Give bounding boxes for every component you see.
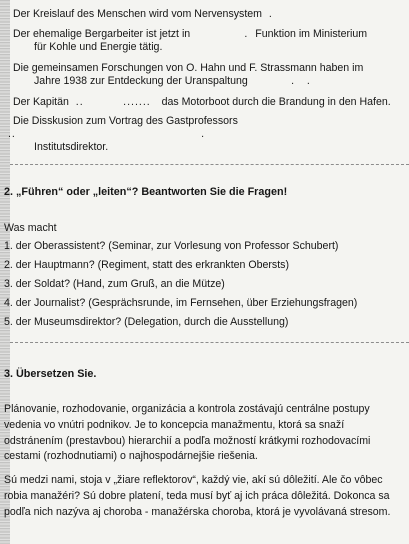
item-text: Die Disskusion zum Vortrag des Gastprofessors [12, 115, 238, 127]
blank: .. ....... [71, 96, 159, 108]
question-item: 3. der Soldat? (Hand, zum Gruß, an die Mütze) [4, 278, 225, 290]
translation-paragraph: Sú medzi nami, stoja v „žiare reflektorov“, každý vie, akí sú dôležití. Ale čo vôbec robia manažéri? Sú dobre platení, teda musí byť aj ich práca dôležitá. Dokonca sa podľa nich nazýva aj choroba - manažérska choroba, ktorá je vyvolávaná stresom. [4, 474, 391, 518]
blank: . [193, 28, 253, 40]
blank: .. . [4, 128, 206, 140]
item-text-after: das Motorboot durch die Brandung in den Hafen. [161, 96, 391, 108]
item-continuation: Institutsdirektor. [34, 141, 109, 153]
exercise-item-11 [4, 115, 409, 154]
item-text: Der ehemalige Bergarbeiter ist jetzt in [12, 28, 191, 40]
blank: . [264, 8, 273, 20]
blank: . . [247, 75, 311, 87]
exercise-item-10 [4, 96, 391, 109]
section-2-heading: 2. „Führen“ oder „leiten“? Beantworten Sie die Fragen! [4, 186, 288, 198]
item-continuation [4, 75, 363, 88]
exercise-item-9 [4, 62, 363, 88]
question-item: 4. der Journalist? (Gesprächsrunde, im Fernsehen, über Erziehungsfragen) [4, 297, 358, 309]
exercise-item-8 [4, 28, 367, 54]
question-item: 2. der Hauptmann? (Regiment, statt des erkrankten Obersts) [4, 259, 289, 271]
section-2-intro: Was macht [4, 222, 57, 234]
section-3-heading: 3. Übersetzen Sie. [4, 368, 97, 380]
section-divider [10, 164, 409, 165]
section-divider [10, 342, 409, 343]
item-text: Die gemeinsamen Forschungen von O. Hahn und F. Strassmann haben im [12, 62, 364, 74]
translation-paragraph: Plánovanie, rozhodovanie, organizácia a kontrola zostávajú centrálne postupy vedenia vo vnútri podnikov. Je to koncepcia manažmentu, ktorá sa snaží odstránením (prestavbou) hierarchií a podľa možností krátkymi rozhodovacími cestami (rozhodnutiami) o najhospodárnejšie riešenia. [4, 403, 371, 463]
item-continuation-text: Jahre 1938 zur Entdeckung der Uranspaltung [34, 75, 248, 87]
item-text: Der Kreislauf des Menschen wird vom Nervensystem [12, 8, 262, 20]
question-item: 5. der Museumsdirektor? (Delegation, durch die Ausstellung) [4, 316, 289, 328]
item-text: Der Kapitän [12, 96, 69, 108]
exercise-item-7 [4, 8, 273, 21]
question-item: 1. der Oberassistent? (Seminar, zur Vorlesung von Professor Schubert) [4, 240, 339, 252]
item-continuation: für Kohle und Energie tätig. [34, 41, 163, 53]
item-text-after: Funktion im Ministerium [255, 28, 368, 40]
